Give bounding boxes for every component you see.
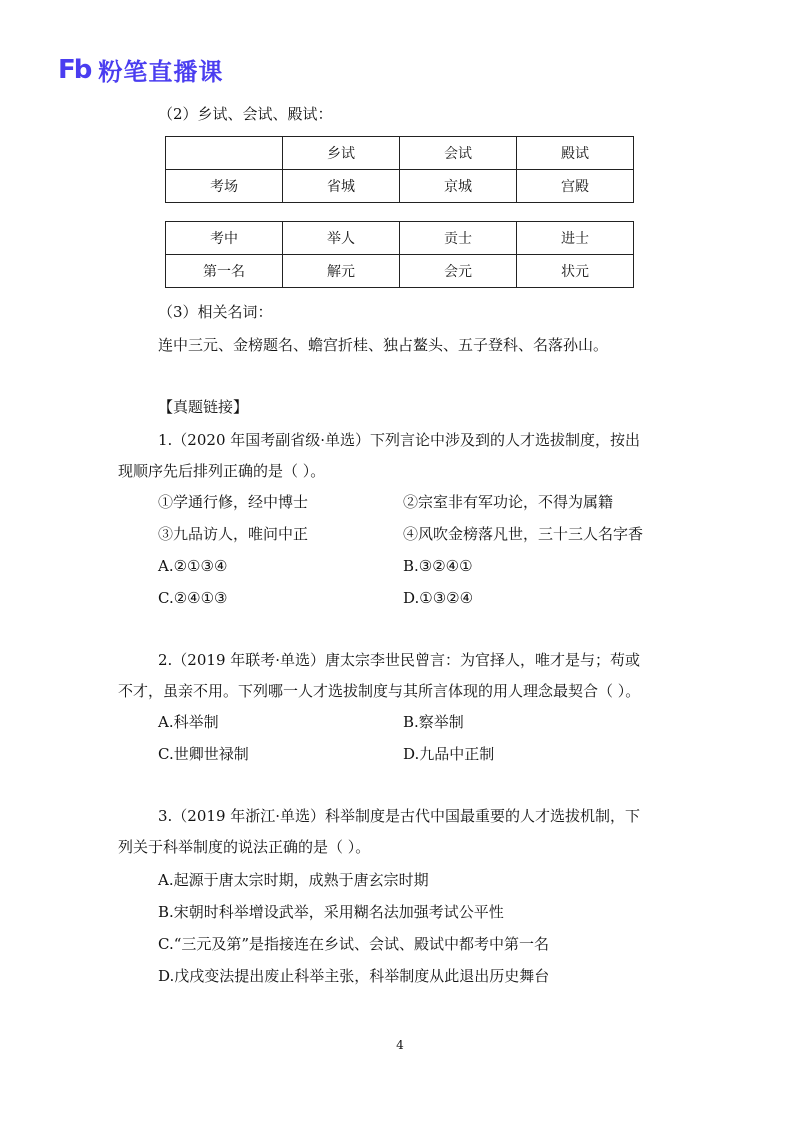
q3-option-d: D.戊戌变法提出废止科举主张，科举制度从此退出历史舞台 [158,967,550,985]
exam-title-table [165,221,634,288]
table-row [166,222,634,255]
q2-option-b: B.察举制 [403,713,464,731]
q3-option-c: C.“三元及第”是指接连在乡试、会试、殿试中都考中第一名 [158,935,550,953]
table-cell: 解元 [283,255,400,288]
link-heading: 【真题链接】 [158,398,249,416]
q1-option-a: A.②①③④ [158,557,228,575]
exam-location-table [165,136,634,203]
table-row [166,170,634,203]
q1-option-b: B.③②④① [403,557,473,575]
table-cell: 考中 [166,222,283,255]
q3-option-a: A.起源于唐太宗时期，成熟于唐玄宗时期 [158,871,429,889]
q1-statement: ④风吹金榜落凡世，三十三人名字香 [403,525,644,543]
q2-option-d: D.九品中正制 [403,745,495,763]
table-cell [166,137,283,170]
table-cell: 殿试 [517,137,634,170]
table-cell: 会元 [400,255,517,288]
table-row [166,137,634,170]
q2-stem-line1: 2.（2019 年联考·单选）唐太宗李世民曾言：为官择人，唯才是与；苟或 [158,651,641,669]
section2-heading: （2）乡试、会试、殿试： [158,105,333,123]
table-cell: 会试 [400,137,517,170]
q3-option-b: B.宋朝时科举增设武举，采用糊名法加强考试公平性 [158,903,504,921]
table-cell: 第一名 [166,255,283,288]
q1-statement: ②宗室非有军功论，不得为属籍 [403,493,614,511]
terms-line: 连中三元、金榜题名、蟾宫折桂、独占鳌头、五子登科、名落孙山。 [158,336,609,354]
q1-stem-line2: 现顺序先后排列正确的是（ ）。 [118,462,326,480]
table-cell: 进士 [517,222,634,255]
q1-option-d: D.①③②④ [403,589,474,607]
q1-statement: ①学通行修，经中博士 [158,493,309,511]
table-cell: 贡士 [400,222,517,255]
q1-statement: ③九品访人，唯问中正 [158,525,309,543]
table-cell: 省城 [283,170,400,203]
fb-logo-icon: Fb [58,54,91,85]
q1-stem-line1: 1.（2020 年国考副省级·单选）下列言论中涉及到的人才选拔制度，按出 [158,431,641,449]
q3-stem-line1: 3.（2019 年浙江·单选）科举制度是古代中国最重要的人才选拔机制，下 [158,807,641,825]
q3-stem-line2: 列关于科举制度的说法正确的是（ ）。 [118,838,371,856]
q1-option-c: C.②④①③ [158,589,228,607]
q2-option-a: A.科举制 [158,713,219,731]
brand-logo [58,52,223,87]
table-cell: 京城 [400,170,517,203]
table-cell: 考场 [166,170,283,203]
q2-option-c: C.世卿世禄制 [158,745,249,763]
table-row [166,255,634,288]
table-cell: 状元 [517,255,634,288]
section3-heading: （3）相关名词： [158,303,273,321]
q2-stem-line2: 不才，虽亲不用。下列哪一人才选拔制度与其所言体现的用人理念最契合（ ）。 [118,682,641,700]
table-cell: 乡试 [283,137,400,170]
brand-name: 粉笔直播课 [98,58,224,86]
table-cell: 宫殿 [517,170,634,203]
page-number: 4 [396,1038,404,1052]
table-cell: 举人 [283,222,400,255]
